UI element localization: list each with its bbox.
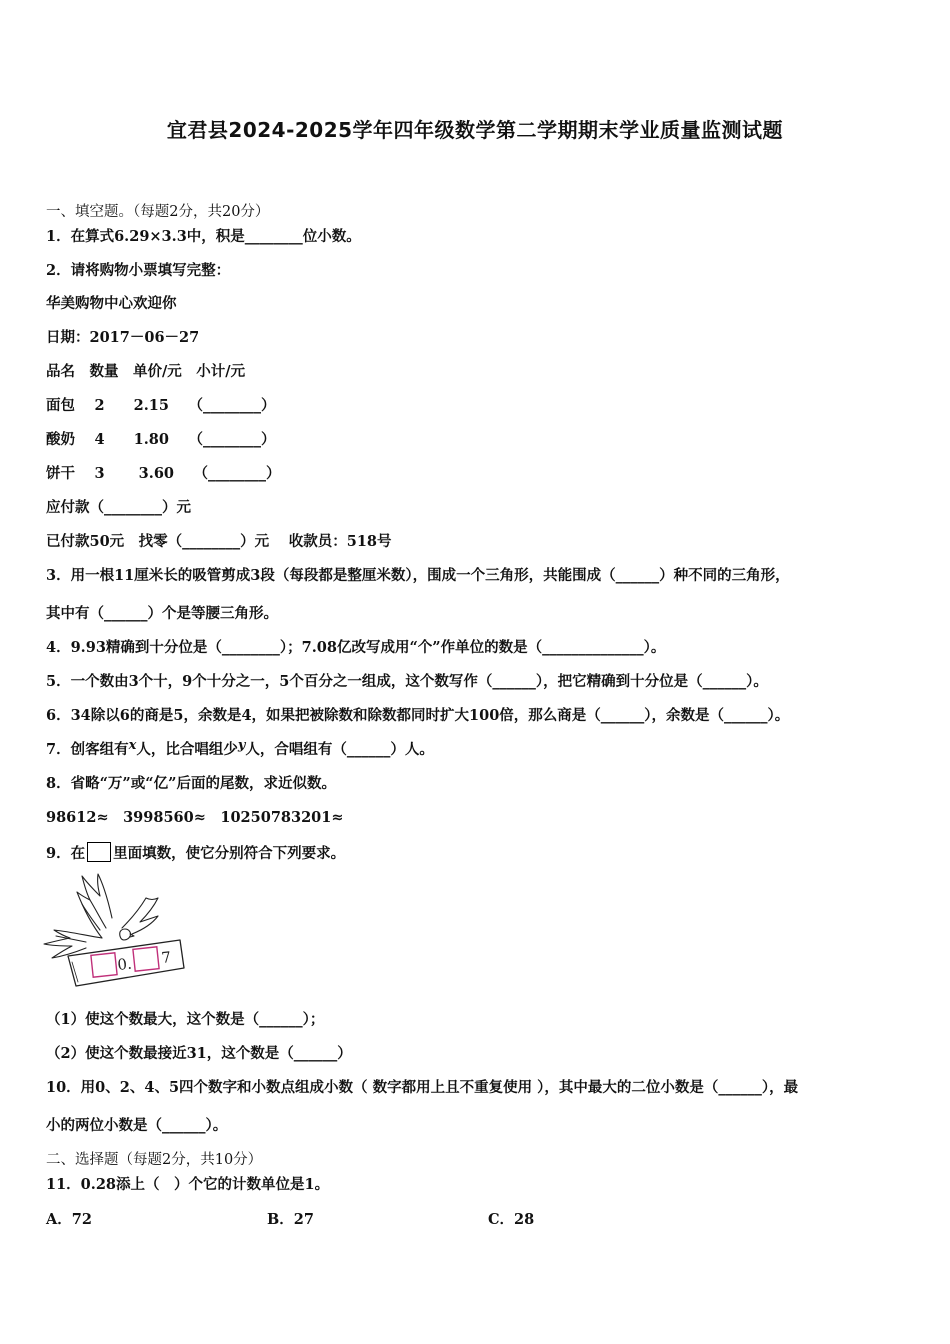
eagle-card-illustration xyxy=(42,870,192,990)
question-5: 5．一个数由3个十，9个十分之一，5个百分之一组成，这个数写作（______），把它精确到十分位是（______）。 xyxy=(46,673,768,690)
option-b: B．27 xyxy=(267,1211,314,1228)
receipt-date: 日期：2017－06－27 xyxy=(46,329,200,346)
card-box-right xyxy=(133,947,159,971)
question-7-mid: 人，比合唱组少 xyxy=(136,741,238,758)
receipt-header: 品名 数量 单价/元 小计/元 xyxy=(46,363,246,380)
variable-x: x xyxy=(128,738,137,753)
question-8-items: 98612≈ 3998560≈ 10250783201≈ xyxy=(46,809,344,826)
option-c: C．28 xyxy=(488,1211,535,1228)
page-title: 宜君县2024-2025学年四年级数学第二学期期末学业质量监测试题 xyxy=(166,118,784,142)
section-1-heading: 一、填空题。（每题2分，共20分） xyxy=(46,204,270,220)
question-7-pre: 7．创客组有 xyxy=(46,741,129,758)
question-2: 2．请将购物小票填写完整： xyxy=(46,262,231,279)
question-10-line-2: 小的两位小数是（______）。 xyxy=(46,1117,228,1134)
question-9-part-2: （2）使这个数最接近31，这个数是（______） xyxy=(46,1045,352,1062)
question-9-post: 里面填数，使它分别符合下列要求。 xyxy=(113,845,346,862)
option-a: A．72 xyxy=(46,1211,92,1228)
receipt-row-biscuit: 饼干 3 3.60 （________） xyxy=(46,465,281,482)
blank-box xyxy=(87,842,111,862)
question-7 xyxy=(46,740,434,761)
question-9 xyxy=(46,842,345,864)
receipt-row-yogurt: 酸奶 4 1.80 （________） xyxy=(46,431,276,448)
question-11: 11．0.28添上（ ）个它的计数单位是1。 xyxy=(46,1176,330,1193)
receipt-shop-name: 华美购物中心欢迎你 xyxy=(46,295,177,312)
receipt-amount-due: 应付款（________）元 xyxy=(46,499,191,516)
question-10-line-1: 10．用0、2、4、5四个数字和小数点组成小数（ 数字都用上且不重复使用 ），其中最大的二位小数是（______），最 xyxy=(46,1079,799,1096)
question-6: 6．34除以6的商是5，余数是4，如果把被除数和除数都同时扩大100倍，那么商是（______），余数是（______）。 xyxy=(46,707,790,724)
card-decimal-text: 0. xyxy=(116,954,133,974)
question-7-post: 人，合唱组有（______）人。 xyxy=(245,741,434,758)
question-1: 1．在算式6.29×3.3中，积是________位小数。 xyxy=(46,228,361,245)
card-box-left xyxy=(91,953,117,977)
question-3-line-2: 其中有（______）个是等腰三角形。 xyxy=(46,605,278,622)
question-9-part-1: （1）使这个数最大，这个数是（______）； xyxy=(46,1011,325,1028)
variable-y: y xyxy=(237,738,246,753)
receipt-paid: 已付款50元 找零（________）元 收款员：518号 xyxy=(46,533,392,550)
receipt-row-bread: 面包 2 2.15 （________） xyxy=(46,397,276,414)
section-2-heading: 二、选择题（每题2分，共10分） xyxy=(46,1152,263,1168)
question-4: 4．9.93精确到十分位是（________）；7.08亿改写成用“个”作单位的数是（______________）。 xyxy=(46,639,666,656)
question-3-line-1: 3．用一根11厘米长的吸管剪成3段（每段都是整厘米数），围成一个三角形，共能围成（______）种不同的三角形， xyxy=(46,567,790,584)
question-9-pre: 9．在 xyxy=(46,845,86,862)
question-8: 8．省略“万”或“亿”后面的尾数，求近似数。 xyxy=(46,775,336,792)
card-digit: 7 xyxy=(160,948,172,967)
